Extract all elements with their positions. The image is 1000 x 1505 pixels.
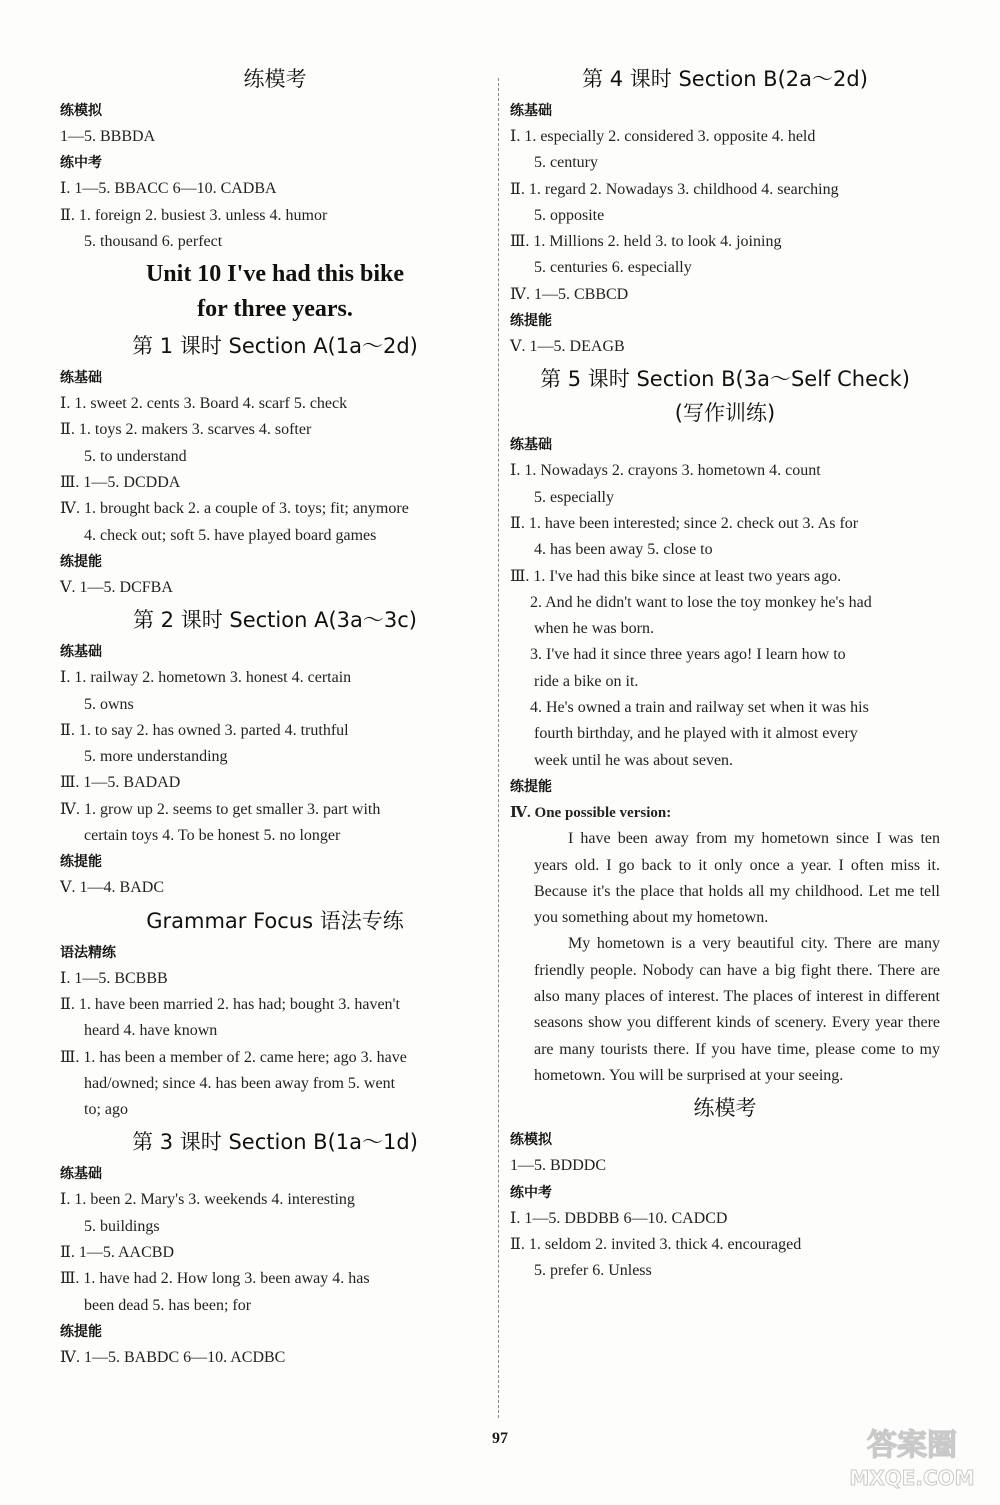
subheading: 练中考 xyxy=(510,1184,552,1201)
subheading: 练中考 xyxy=(60,155,102,172)
answer-line: 4. check out; soft 5. have played board games xyxy=(84,526,377,544)
page-number: 97 xyxy=(492,1430,508,1447)
answer-line: Ⅱ. 1. seldom 2. invited 3. thick 4. encouraged xyxy=(510,1235,802,1253)
answer-line: fourth birthday, and he played with it almost every xyxy=(534,725,858,743)
subheading: 练提能 xyxy=(510,313,552,330)
answer-line: to; ago xyxy=(84,1101,128,1119)
answer-line: Ⅱ. 1. to say 2. has owned 3. parted 4. truthful xyxy=(60,721,349,739)
answer-line: been dead 5. has been; for xyxy=(84,1296,252,1314)
subheading: 练模拟 xyxy=(510,1132,552,1149)
answer-line: had/owned; since 4. has been away from 5. went xyxy=(84,1074,396,1092)
answer-line: 5. buildings xyxy=(84,1217,160,1235)
answer-line: Ⅳ. 1—5. CBBCD xyxy=(510,285,629,303)
answer-line: Ⅱ. 1. toys 2. makers 3. scarves 4. softer xyxy=(60,421,312,439)
answer-line: 4. has been away 5. close to xyxy=(534,541,713,559)
subheading: 练提能 xyxy=(60,1323,102,1340)
answer-line: Ⅱ. 1. foreign 2. busiest 3. unless 4. humor xyxy=(60,206,328,224)
subheading: 练提能 xyxy=(510,778,552,795)
answer-line: Ⅰ. 1. especially 2. considered 3. opposite 4. held xyxy=(510,128,816,145)
answer-line: Ⅲ. 1. have had 2. How long 3. been away 4. has xyxy=(60,1270,370,1288)
section-title: 练模考 xyxy=(693,1096,757,1121)
answer-line: Ⅴ. 1—4. BADC xyxy=(60,879,165,897)
answer-line: 5. to understand xyxy=(84,447,187,465)
watermark-text: 答案圈 xyxy=(867,1428,957,1463)
answer-line: Ⅰ. 1—5. DBDBB 6—10. CADCD xyxy=(510,1209,728,1227)
subheading: 练提能 xyxy=(60,854,102,871)
answer-line: 1—5. BBBDA xyxy=(60,128,156,145)
answer-line: Ⅰ. 1—5. BCBBB xyxy=(60,969,168,987)
subheading: 练基础 xyxy=(510,103,552,119)
answer-line: Ⅴ. 1—5. DCFBA xyxy=(60,578,173,596)
subheading: 练基础 xyxy=(60,370,102,387)
answer-line: 5. century xyxy=(534,154,598,172)
answer-line: 5. opposite xyxy=(534,206,605,224)
subheading: 语法精练 xyxy=(60,944,116,961)
right-column xyxy=(510,60,940,1284)
answer-line: 5. thousand 6. perfect xyxy=(84,232,223,250)
answer-line: certain toys 4. To be honest 5. no longer xyxy=(84,827,341,845)
answer-line: ride a bike on it. xyxy=(534,672,639,690)
answer-line: Ⅳ. 1. grow up 2. seems to get smaller 3. part with xyxy=(60,800,381,818)
left-column xyxy=(60,60,490,1371)
answer-line: 4. He's owned a train and railway set when it was his xyxy=(530,699,869,717)
answer-line: heard 4. have known xyxy=(84,1022,218,1040)
unit-title-line: for three years. xyxy=(197,296,353,323)
answer-line: Ⅴ. 1—5. DEAGB xyxy=(510,338,625,356)
section-subtitle: (写作训练) xyxy=(674,401,776,426)
answer-line: Ⅳ. 1—5. BABDC 6—10. ACDBC xyxy=(60,1348,286,1366)
answer-line: Ⅲ. 1. Millions 2. held 3. to look 4. joining xyxy=(510,233,782,251)
answer-line: week until he was about seven. xyxy=(534,751,734,769)
answer-line: Ⅰ. 1. railway 2. hometown 3. honest 4. certain xyxy=(60,669,352,687)
answer-line: 3. I've had it since three years ago! I learn how to xyxy=(530,646,846,664)
section-title: 第 3 课时 Section B(1a～1d) xyxy=(132,1130,418,1155)
answer-line: Ⅱ. 1. have been married 2. has had; bought 3. haven't xyxy=(60,995,400,1013)
section-title: 第 4 课时 Section B(2a～2d) xyxy=(582,67,868,91)
section-title: Grammar Focus 语法专练 xyxy=(146,908,404,933)
essay-paragraph: I have been away from my hometown since I was ten years old. I go back to it only once a year. I often miss it. Because it's the place that holds all my childhood. Let me tell you something about my hometown. xyxy=(534,830,940,927)
section-title: 练模考 xyxy=(243,67,307,91)
answer-line: Ⅰ. 1. Nowadays 2. crayons 3. hometown 4. count xyxy=(510,462,821,480)
answer-line: Ⅰ. 1—5. BBACC 6—10. CADBA xyxy=(60,180,277,198)
subheading: 练基础 xyxy=(60,644,102,661)
answer-line: Ⅳ. 1. brought back 2. a couple of 3. toys; fit; anymore xyxy=(60,500,409,518)
answer-line: 5. prefer 6. Unless xyxy=(534,1262,652,1280)
answer-line: Ⅲ. 1—5. DCDDA xyxy=(60,474,181,492)
watermark-text: MXQE.COM xyxy=(849,1466,975,1490)
subheading: 练提能 xyxy=(60,553,102,570)
answer-line: Ⅱ. 1. have been interested; since 2. check out 3. As for xyxy=(510,514,859,532)
answer-line: 5. more understanding xyxy=(84,748,228,766)
answer-line: Ⅰ. 1. sweet 2. cents 3. Board 4. scarf 5. check xyxy=(60,395,348,413)
unit-title-line: Unit 10 I've had this bike xyxy=(145,261,405,288)
subheading: 练基础 xyxy=(510,437,552,454)
section-title: 第 2 课时 Section A(3a～3c) xyxy=(133,608,417,633)
answer-line: 1—5. BDDDC xyxy=(510,1157,607,1175)
answer-line: Ⅲ. 1—5. BADAD xyxy=(60,774,181,792)
answer-line: Ⅳ. One possible version: xyxy=(510,804,672,821)
subheading: 练模拟 xyxy=(60,103,102,119)
answer-line: 5. owns xyxy=(84,695,134,713)
unit-title xyxy=(60,257,490,327)
answer-line: 5. centuries 6. especially xyxy=(534,259,692,277)
answer-line: Ⅱ. 1. regard 2. Nowadays 3. childhood 4. searching xyxy=(510,180,839,198)
answer-line: 2. And he didn't want to lose the toy monkey he's had xyxy=(530,593,872,611)
answer-line: Ⅱ. 1—5. AACBD xyxy=(60,1244,174,1262)
subheading: 练基础 xyxy=(60,1166,102,1183)
section-title: 第 1 课时 Section A(1a～2d) xyxy=(132,334,418,359)
answer-line: Ⅲ. 1. I've had this bike since at least two years ago. xyxy=(510,567,842,585)
answer-line: Ⅲ. 1. has been a member of 2. came here; ago 3. have xyxy=(60,1048,407,1066)
essay-paragraph: My hometown is a very beautiful city. There are many friendly people. Nobody can have a big fight there. There are also many places of interest. The places of interest in different seasons show you different kinds of scenery. Every year there are many tourists there. If you have time, please come to my hometown. You will be surprised at your seeing. xyxy=(534,935,940,1084)
answer-line: Ⅰ. 1. been 2. Mary's 3. weekends 4. interesting xyxy=(60,1191,355,1209)
answer-line: 5. especially xyxy=(534,488,614,506)
answer-line: when he was born. xyxy=(534,620,654,638)
watermark-logo xyxy=(842,1415,982,1495)
section-title: 第 5 课时 Section B(3a～Self Check) xyxy=(540,367,910,392)
column-divider xyxy=(498,78,499,1418)
